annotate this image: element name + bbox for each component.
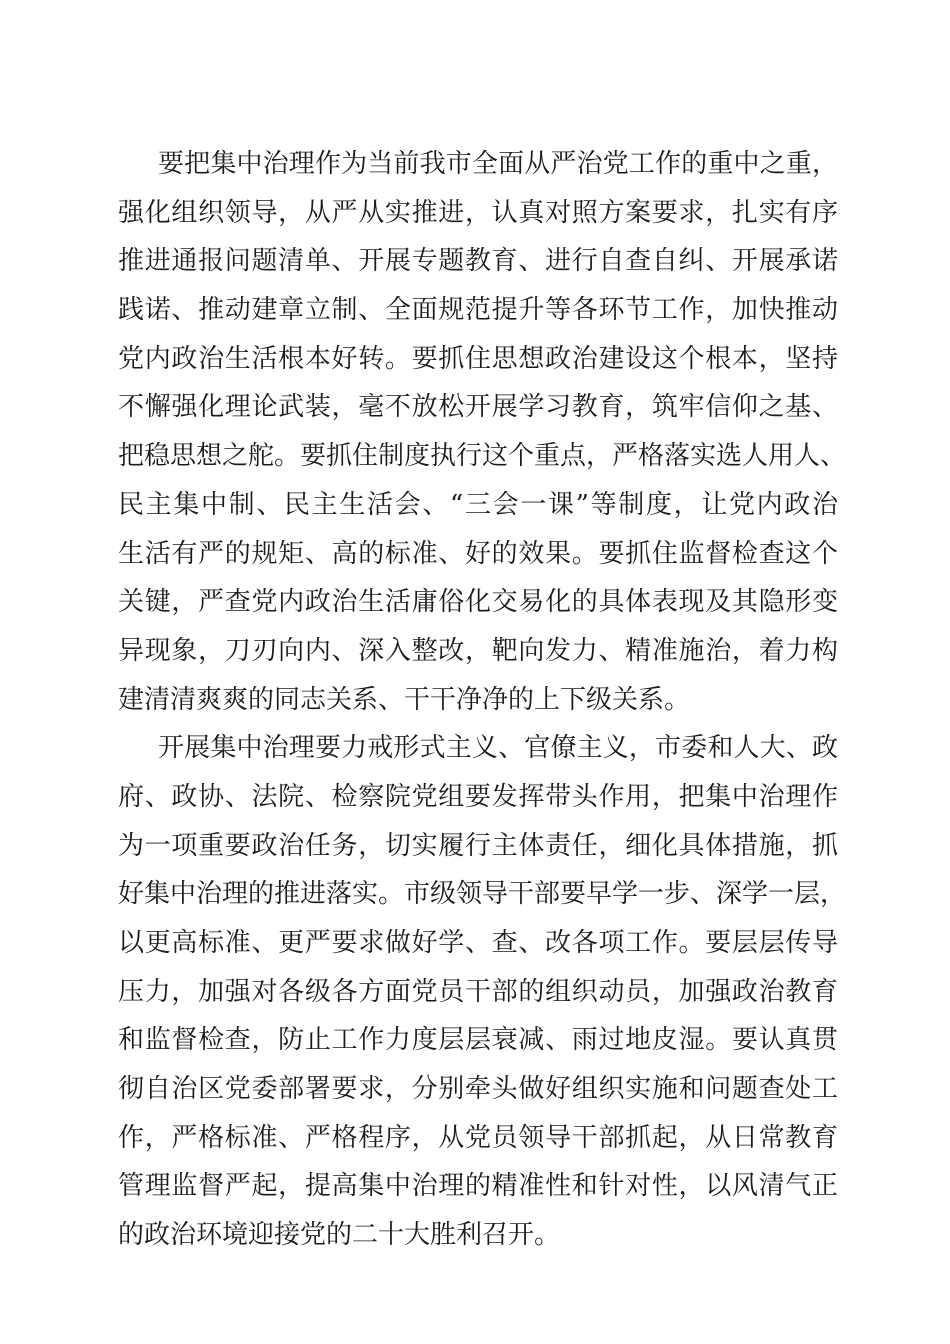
paragraph-2 [118,724,847,1260]
paragraph-line: 府、政协、法院、检察院党组要发挥带头作用，把集中治理作 [118,781,838,812]
paragraph-1 [118,140,847,724]
paragraph-line: 压力，加强对各级各方面党员干部的组织动员，加强政治教育 [118,976,838,1007]
paragraph-line: 要把集中治理作为当前我市全面从严治党工作的重中之重， [158,149,838,179]
paragraph-line: 建清清爽爽的同志关系、干干净净的上下级关系。 [118,684,691,715]
document-body [118,140,847,1260]
paragraph-line: 彻自治区党委部署要求，分别牵头做好组织实施和问题查处工 [118,1074,838,1105]
paragraph-line: 和监督检查，防止工作力度层层衰减、雨过地皮湿。要认真贯 [118,1025,838,1056]
paragraph-line: 的政治环境迎接党的二十大胜利召开。 [118,1220,561,1251]
paragraph-line: 践诺、推动建章立制、全面规范提升等各环节工作，加快推动 [118,295,838,326]
paragraph-line: 不懈强化理论武装，毫不放松开展学习教育，筑牢信仰之基、 [118,392,838,423]
paragraph-line: 管理监督严起，提高集中治理的精准性和针对性，以风清气正 [118,1171,838,1202]
paragraph-line: 关键，严查党内政治生活庸俗化交易化的具体表现及其隐形变 [118,587,838,618]
paragraph-line: 好集中治理的推进落实。市级领导干部要早学一步、深学一层， [118,879,847,910]
paragraph-line: 异现象，刀刃向内、深入整改，靶向发力、精准施治，着力构 [118,635,838,666]
paragraph-line: 推进通报问题清单、开展专题教育、进行自查自纠、开展承诺 [118,246,838,277]
paragraph-line: 把稳思想之舵。要抓住制度执行这个重点，严格落实选人用人、 [118,441,847,472]
paragraph-line: 以更高标准、更严要求做好学、查、改各项工作。要层层传导 [118,928,838,958]
paragraph-line: 生活有严的规矩、高的标准、好的效果。要抓住监督检查这个 [118,538,838,569]
paragraph-line: 开展集中治理要力戒形式主义、官僚主义，市委和人大、政 [158,733,838,764]
paragraph-line: 作，严格标准、严格程序，从党员领导干部抓起，从日常教育 [118,1122,838,1153]
paragraph-line: 强化组织领导，从严从实推进，认真对照方案要求，扎实有序 [118,197,838,228]
paragraph-line: 为一项重要政治任务，切实履行主体责任，细化具体措施，抓 [118,830,838,861]
paragraph-line: 民主集中制、民主生活会、“三会一课”等制度，让党内政治 [118,489,838,520]
paragraph-line: 党内政治生活根本好转。要抓住思想政治建设这个根本，坚持 [118,343,838,374]
